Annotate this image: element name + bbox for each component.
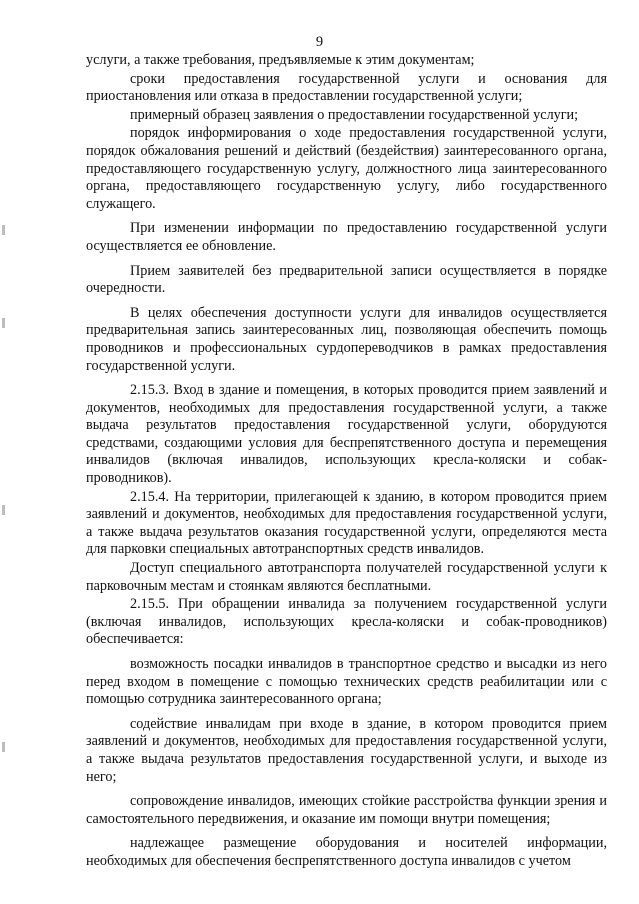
paragraph: сопровождение инвалидов, имеющих стойкие расстройства функции зрения и самостоятельного передвижения, и оказание им помощи внутри помещения;: [86, 793, 607, 827]
paragraph: 2.15.3. Вход в здание и помещения, в которых проводится прием заявлений и документов, необходимых для предоставления государственной услуги, а также выдача результатов предоставления государственной услуги, оборудуются средствами, создающими условия для беспрепятственного доступа и перемещения инвалидов (включая инвалидов, использующих кресла-коляски и собак-проводников).: [86, 382, 607, 487]
paragraph: содействие инвалидам при входе в здание, в котором проводится прием заявлений и документов, необходимых для предоставления государственной услуги, а также выдача результатов предоставления государственной услуги, и выходе из него;: [86, 715, 607, 785]
scan-margin-mark: [2, 225, 5, 235]
paragraph: надлежащее размещение оборудования и носителей информации, необходимых для обеспечения беспрепятственного доступа инвалидов с учетом: [86, 835, 607, 869]
page-number: 9: [315, 34, 324, 50]
paragraph: порядок информирования о ходе предоставления государственной услуги, порядок обжалования решений и действий (бездействия) заинтересованного органа, предоставляющего государственную услугу, должностного лица заинтересованного органа, предоставляющего государственную услугу, либо государственного служащего.: [86, 125, 607, 212]
paragraph: При изменении информации по предоставлению государственной услуги осуществляется ее обновление.: [86, 220, 607, 254]
scan-margin-mark: [2, 318, 5, 328]
scan-margin-mark: [2, 505, 5, 515]
paragraph: примерный образец заявления о предоставлении государственной услуги;: [130, 106, 579, 123]
paragraph: В целях обеспечения доступности услуги для инвалидов осуществляется предварительная запись заинтересованных лиц, позволяющая обеспечить помощь проводников и профессиональных сурдопереводчиков в рамках предоставления государственной услуги.: [86, 304, 607, 374]
paragraph: Доступ специального автотранспорта получателей государственной услуги к парковочным местам и стоянкам являются бесплатными.: [86, 560, 607, 594]
paragraph: возможность посадки инвалидов в транспортное средство и высадки из него перед входом в помещение с помощью технических средств реабилитации или с помощью сотрудника заинтересованного органа;: [86, 656, 607, 708]
paragraph: услуги, а также требования, предъявляемые к этим документам;: [86, 52, 475, 68]
scan-margin-mark: [2, 742, 5, 752]
paragraph: сроки предоставления государственной услуги и основания для приостановления или отказа в предоставлении государственной услуги;: [86, 70, 607, 105]
paragraph: 2.15.5. При обращении инвалида за получением государственной услуги (включая инвалидов, использующих кресла-коляски и собак-проводников) обеспечивается:: [86, 596, 607, 648]
paragraph: 2.15.4. На территории, прилегающей к зданию, в котором проводится прием заявлений и документов, необходимых для предоставления государственной услуги, а также выдача результатов оказания государственной услуги, определяются места для парковки специальных автотранспортных средств инвалидов.: [86, 488, 607, 558]
paragraph: Прием заявителей без предварительной записи осуществляется в порядке очередности.: [86, 262, 607, 297]
document-body: [86, 52, 607, 871]
